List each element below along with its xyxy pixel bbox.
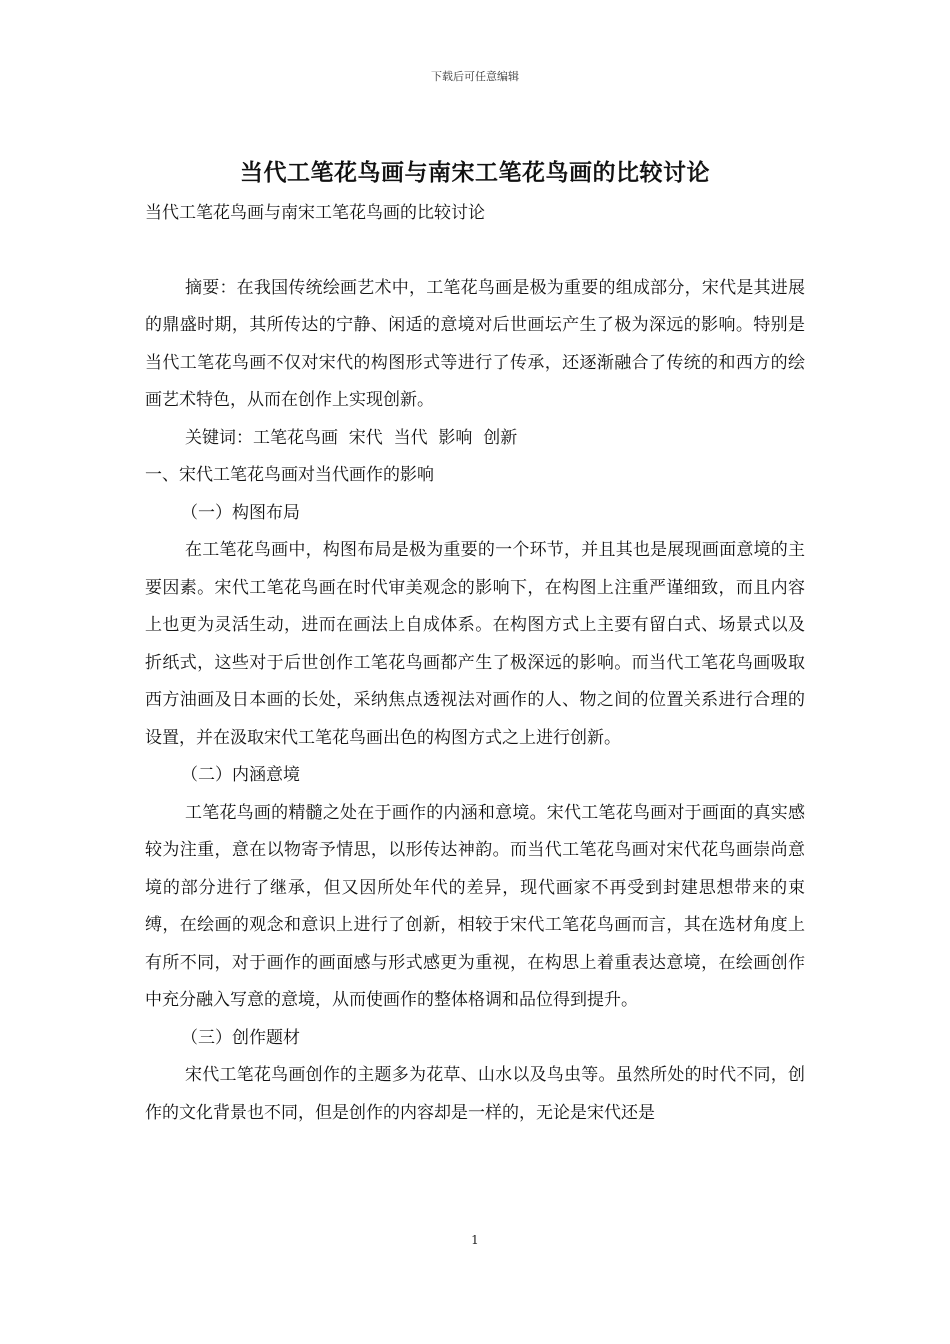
subsection-heading-artistic-conception: （二）内涵意境 — [181, 765, 300, 785]
section-heading-1: 一、宋代工笔花鸟画对当代画作的影响 — [145, 465, 434, 485]
document-subtitle: 当代工笔花鸟画与南宋工笔花鸟画的比较讨论 — [145, 203, 485, 223]
subsection-heading-composition: （一）构图布局 — [181, 502, 300, 523]
document-body — [145, 195, 805, 1132]
composition-paragraph: 在工笔花鸟画中，构图布局是极为重要的一个环节，并且其也是展现画面意境的主要因素。宋代工笔花鸟画在时代审美观念的影响下，在构图上注重严谨细致，而且内容上也更为灵活生动，进而在画法上自成体系。在构图方式上主要有留白式、场景式以及折纸式，这些对于后世创作工笔花鸟画都产生了极深远的影响。而当代工笔花鸟画吸取西方油画及日本画的长处，采纳焦点透视法对画作的人、物之间的位置关系进行合理的设置，并在汲取宋代工笔花鸟画出色的构图方式之上进行创新。 — [145, 540, 805, 748]
subsection-heading-subject-matter: （三）创作题材 — [181, 1027, 300, 1048]
blank-line — [145, 233, 805, 270]
abstract-paragraph: 摘要：在我国传统绘画艺术中，工笔花鸟画是极为重要的组成部分，宋代是其进展的鼎盛时期，其所传达的宁静、闲适的意境对后世画坛产生了极为深远的影响。特别是当代工笔花鸟画不仅对宋代的构图形式等进行了传承，还逐渐融合了传统的和西方的绘画艺术特色，从而在创作上实现创新。 — [145, 277, 805, 410]
subject-matter-paragraph: 宋代工笔花鸟画创作的主题多为花草、山水以及鸟虫等。虽然所处的时代不同，创作的文化背景也不同，但是创作的内容却是一样的，无论是宋代还是 — [145, 1065, 805, 1123]
artistic-conception-paragraph: 工笔花鸟画的精髓之处在于画作的内涵和意境。宋代工笔花鸟画对于画面的真实感较为注重，意在以物寄予情思，以形传达神韵。而当代工笔花鸟画对宋代花鸟画崇尚意境的部分进行了继承，但又因所处年代的差异，现代画家不再受到封建思想带来的束缚，在绘画的观念和意识上进行了创新，相较于宋代工笔花鸟画而言，其在选材角度上有所不同，对于画作的画面感与形式感更为重视，在构思上着重表达意境，在绘画创作中充分融入写意的意境，从而使画作的整体格调和品位得到提升。 — [145, 802, 805, 1010]
document-title: 当代工笔花鸟画与南宋工笔花鸟画的比较讨论 — [240, 159, 710, 186]
keywords-line: 关键词：工笔花鸟画 宋代 当代 影响 创新 — [185, 427, 518, 448]
header-note: 下载后可任意编辑 — [431, 70, 519, 83]
page-number: 1 — [471, 1233, 479, 1247]
